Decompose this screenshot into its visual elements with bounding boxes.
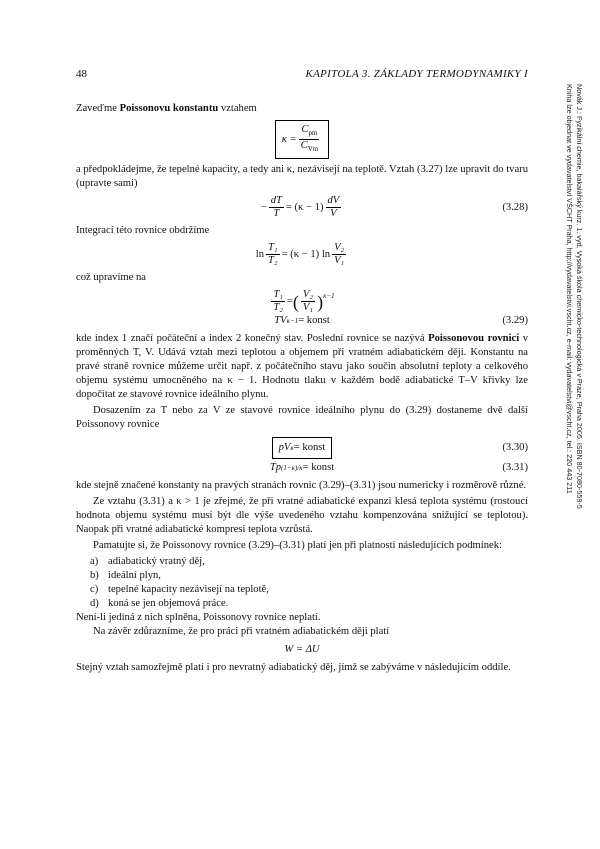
eq330-lhs: pV: [278, 442, 291, 454]
eq-ln-num2: V₂: [334, 242, 345, 254]
paragraph-8: Ze vztahu (3.31) a κ > 1 je zřejmé, že při vratné adiabatické expanzi klesá teplota systému (rostoucí hodnota objemu systému musí být dle výše uvedeného vztahu kompenzována snižující se teplotou). Naopak při vratné adiabatické kompresi teplota vzrůstá.: [76, 496, 528, 536]
eq331-exp: (1−κ)/κ: [281, 464, 303, 473]
paragraph-11: Na závěr zdůrazníme, že pro práci při vratném adiabatickém ději platí: [93, 626, 390, 638]
paragraph-4: což upravíme na: [76, 272, 147, 284]
page-number: 48: [76, 68, 87, 80]
equation-kappa: [76, 120, 528, 159]
equation-box: [275, 120, 329, 159]
equation-work: [76, 643, 528, 657]
paragraph-1: [76, 102, 528, 116]
eq-ln-frac1: [266, 242, 280, 267]
eq-w-text: W = ΔU: [284, 644, 320, 656]
eq-ln-den1: T₂: [268, 255, 278, 267]
eq-kappa-frac: [299, 124, 321, 155]
eq329b-rhs: = konst: [298, 315, 330, 327]
sidebar-line-2: Kniha lze objednat ve vydavatelství VŠCHT Praha, http://vydavatelstvi.vscht.cz, e-mail: vydavatelstvi@vscht.cz, tel.: 220 443 211: [565, 84, 574, 494]
eq329a-frac1: [271, 289, 285, 314]
equation-number: (3.28): [502, 201, 528, 213]
eq328-frac1: [269, 195, 284, 220]
eq-kappa-lhs: κ =: [281, 133, 297, 145]
equation-3-29: [76, 314, 528, 328]
equation-number: (3.29): [502, 315, 528, 327]
eq328-frac2: [326, 195, 342, 220]
p5-pre: kde index 1 značí počáteční a index 2 konečný stav. Poslední rovnice se nazývá: [76, 333, 429, 345]
page-header: [76, 68, 528, 84]
equation-box: [272, 437, 333, 459]
eq329a-exp: κ−1: [323, 292, 335, 301]
equation-number: (3.30): [502, 442, 528, 454]
list-item: [90, 597, 528, 611]
equation-3-29a: [76, 289, 528, 314]
list-label: b): [90, 570, 99, 582]
eq329a-num1: T₁: [273, 289, 283, 301]
paragraph-6: Dosazením za T nebo za V ze stavové rovnice ideálního plynu do (3.29) dostaneme dvě další Poissonovy rovnice: [76, 405, 528, 431]
list-label: c): [90, 584, 99, 596]
paren-right-glyph: ): [317, 291, 324, 312]
eq328-den2: V: [330, 208, 337, 220]
eq329b-lhs: TV: [274, 315, 287, 327]
p1-post: vztahem: [218, 103, 257, 114]
paragraph-12: Stejný vztah samozřejmě platí i pro nevratný adiabatický děj, jímž se zabýváme v následujícím oddíle.: [76, 662, 511, 674]
list-item: [90, 555, 528, 569]
eq-ln-frac2: [332, 242, 346, 267]
eq330-rhs: = konst: [293, 442, 326, 454]
equation-3-30: [76, 437, 528, 459]
eq328-minus: −: [260, 201, 267, 213]
eq-ln-ln1: ln: [255, 248, 265, 260]
list-text: ideální plyn,: [108, 570, 161, 582]
list-label: a): [90, 556, 99, 568]
eq-ln-den2: V₁: [334, 255, 345, 267]
sidebar-line-1: Novák J.: Fyzikální chemie, bakalářský kurz. 1. vyd. Vysoká škola chemicko-technologická v Praze, Praha 2005. ISBN 80-7080-559-5: [575, 84, 584, 509]
list-item: [90, 583, 528, 597]
eq331-rhs: = konst: [302, 462, 335, 474]
running-title: KAPITOLA 3. ZÁKLADY TERMODYNAMIKY I: [305, 68, 528, 80]
eq329a-den1: T₂: [273, 302, 283, 314]
list-text: tepelné kapacity nezávisejí na teplotě,: [108, 584, 269, 596]
eq-ln-num1: T₁: [268, 242, 278, 254]
equation-ln: [76, 242, 528, 267]
paragraph-10: Není-li jediná z nich splněna, Poissonovy rovnice neplatí.: [76, 612, 321, 624]
eq-kappa-num-sub: pm: [308, 129, 318, 138]
list-text: koná se jen objemová práce.: [108, 598, 229, 610]
equation-3-28: [76, 195, 528, 220]
eq331-lhs: Tp: [269, 462, 282, 474]
eq329a-num2: V₂: [302, 289, 314, 301]
eq329a-den2: V₁: [302, 302, 314, 314]
p5-bold: Poissonovou rovnicí: [428, 333, 520, 345]
eq329b-exp: κ−1: [286, 317, 299, 326]
eq-kappa-num: C: [301, 124, 309, 135]
paren-left-glyph: (: [292, 291, 299, 312]
eq330-exp: κ: [290, 444, 294, 453]
eq328-den1: T: [273, 208, 280, 220]
eq-kappa-den: C: [300, 140, 308, 152]
sidebar-note: [554, 84, 584, 604]
eq329a-mid: =: [286, 295, 293, 307]
equation-number: (3.31): [502, 462, 528, 474]
paragraph-2: a předpokládejme, že tepelné kapacity, a tedy ani κ, nezávisejí na teplotě. Vztah (3.27) lze upravit do tvaru (upravte sami): [76, 164, 528, 190]
p1-bold: Poissonovu konstantu: [119, 103, 219, 114]
list-label: d): [90, 598, 99, 610]
equation-3-31: [76, 461, 528, 475]
eq328-num2: dV: [327, 195, 340, 207]
p1-pre: Zaveďme: [76, 103, 120, 114]
eq328-mid: = (κ − 1): [285, 201, 324, 213]
eq-kappa-den-sub: Vm: [307, 145, 319, 154]
eq329a-frac2: [301, 289, 315, 314]
eq328-num1: dT: [270, 195, 282, 207]
conditions-list: [90, 555, 528, 611]
paragraph-5: [76, 332, 528, 402]
paragraph-7: kde stejně značené konstanty na pravých stranách rovnic (3.29)–(3.31) jsou numericky i rozměrově různé.: [76, 480, 527, 492]
p5-post: v proměnných T, V. Udává vztah mezi teplotou a objemem při vratném adiabatickém ději. Konstantu na pravé straně rovnice můžeme určit např. z počátečního stavu jako součin absolutní teploty a celkového objemu systému umocněného na κ − 1. Hodnotu tlaku v každém bodě adiabatické T–V křivky lze dopočítat ze stavové rovnice ideálního plynu.: [76, 333, 529, 401]
page-content: [76, 102, 528, 675]
paragraph-9: Pamatujte si, že Poissonovy rovnice (3.29)–(3.31) platí jen při platnosti následujících podmínek:: [93, 540, 502, 552]
eq-ln-mid: = (κ − 1) ln: [281, 248, 331, 260]
list-text: adiabatický vratný děj,: [108, 556, 205, 568]
list-item: [90, 569, 528, 583]
paragraph-3: Integrací této rovnice obdržíme: [76, 225, 210, 237]
